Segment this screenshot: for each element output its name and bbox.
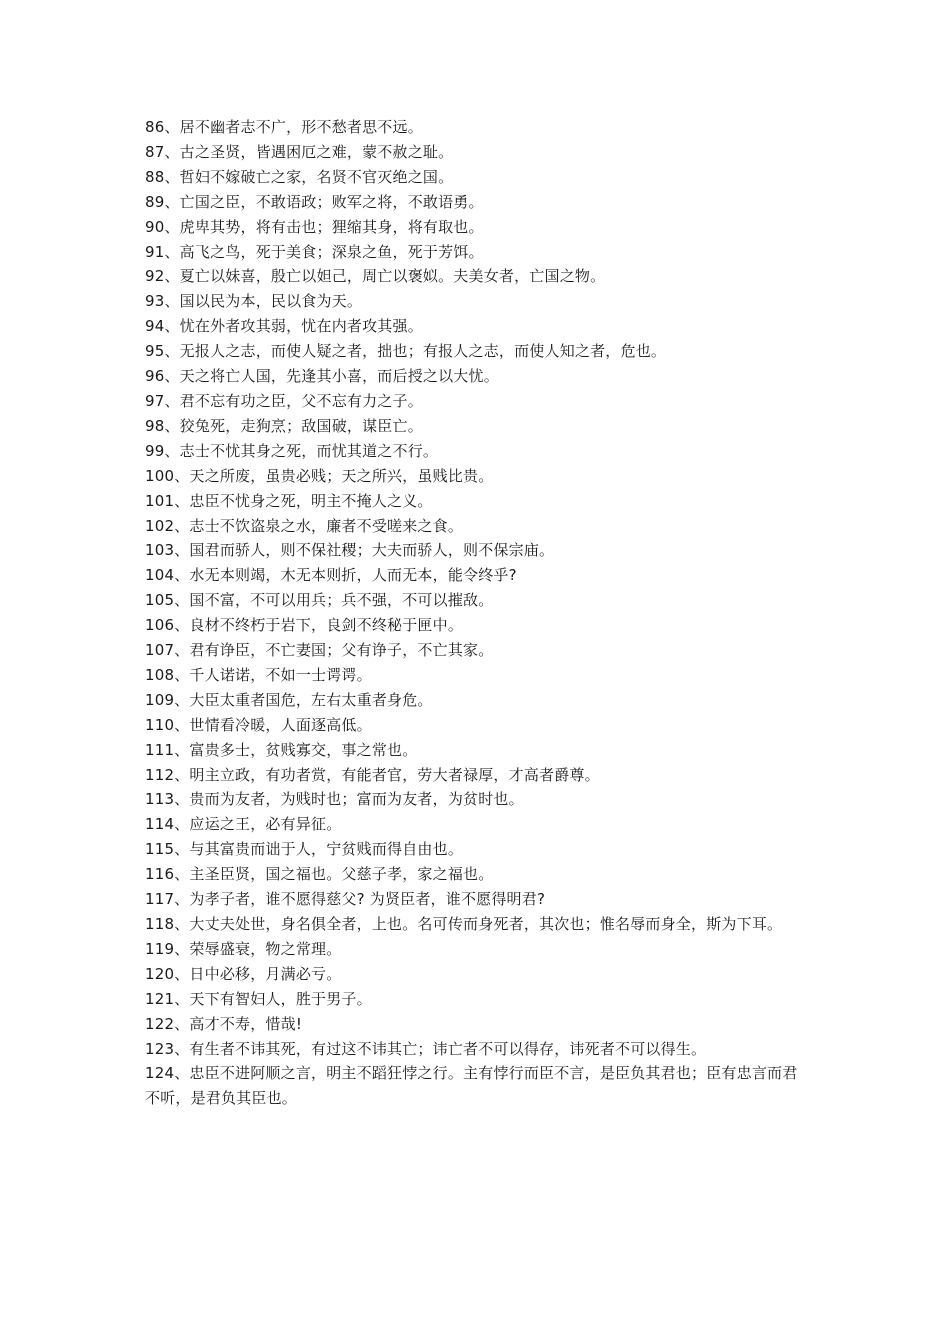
quote-line: 107、君有诤臣，不亡妻国；父有诤子，不亡其家。 — [145, 641, 494, 660]
quote-line: 114、应运之王，必有异征。 — [145, 815, 342, 834]
quote-line: 93、国以民为本，民以食为天。 — [145, 292, 363, 311]
quote-line: 109、大臣太重者国危，左右太重者身危。 — [145, 690, 433, 709]
quote-line: 112、明主立政，有功者赏，有能者官，劳大者禄厚，才高者爵尊。 — [145, 765, 600, 784]
quote-line: 113、贵而为友者，为贱时也；富而为友者，为贫时也。 — [145, 790, 524, 809]
quote-line: 122、高才不寿，惜哉! — [145, 1014, 303, 1033]
quote-line: 111、富贵多士，贫贱寡交，事之常也。 — [145, 740, 418, 759]
quote-line: 121、天下有智妇人，胜于男子。 — [145, 989, 372, 1008]
quote-line: 120、日中必移，月满必亏。 — [145, 964, 342, 983]
quote-line: 96、天之将亡人国，先逢其小喜，而后授之以大忧。 — [145, 367, 499, 386]
quote-line: 116、主圣臣贤，国之福也。父慈子孝，家之福也。 — [145, 865, 494, 884]
quote-line: 98、狡兔死，走狗烹；敌国破，谋臣亡。 — [145, 416, 423, 435]
quote-line: 110、世情看冷暖，人面逐高低。 — [145, 715, 372, 734]
quote-line: 118、大丈夫处世，身名俱全者，上也。名可传而身死者，其次也；惟名辱而身全，斯为下耳。 — [145, 915, 783, 933]
quote-line: 92、夏亡以妹喜，殷亡以妲己，周亡以褒姒。夫美女者，亡国之物。 — [145, 267, 606, 286]
quote-line: 106、良材不终朽于岩下，良剑不终秘于匣中。 — [145, 616, 464, 635]
quote-line: 97、君不忘有功之臣，父不忘有力之子。 — [145, 391, 423, 410]
quote-line: 105、国不富，不可以用兵；兵不强，不可以摧敌。 — [145, 591, 494, 610]
quote-line: 94、忧在外者攻其弱，忧在内者攻其强。 — [145, 317, 423, 336]
quote-line: 90、虎卑其势，将有击也；狸缩其身，将有取也。 — [145, 217, 484, 236]
quote-line: 115、与其富贵而诎于人，宁贫贱而得自由也。 — [145, 840, 464, 859]
quote-list — [145, 115, 810, 1111]
quote-line: 100、天之所废，虽贵必贱；天之所兴，虽贱比贵。 — [145, 466, 494, 485]
quote-line: 91、高飞之鸟，死于美食；深泉之鱼，死于芳饵。 — [145, 242, 484, 261]
quote-line: 95、无报人之志，而使人疑之者，拙也；有报人之志，而使人知之者，危也。 — [145, 342, 667, 361]
quote-line: 124、忠臣不进阿顺之言，明主不蹈狂悖之行。主有悖行而臣不言，是臣负其君也；臣有忠言而君不听，是君负其臣也。 — [145, 1064, 798, 1108]
quote-line: 89、亡国之臣，不敢语政；败军之将，不敢语勇。 — [145, 192, 484, 211]
quote-line: 119、荣辱盛衰，物之常理。 — [145, 939, 342, 958]
quote-line: 88、哲妇不嫁破亡之家，名贤不官灭绝之国。 — [145, 167, 454, 186]
quote-line: 99、志士不忧其身之死，而忧其道之不行。 — [145, 441, 439, 460]
quote-line: 123、有生者不讳其死，有过这不讳其亡；讳亡者不可以得存，讳死者不可以得生。 — [145, 1039, 707, 1058]
quote-line: 87、古之圣贤，皆遇困厄之难，蒙不赦之耻。 — [145, 142, 454, 161]
quote-line: 86、居不幽者志不广，形不愁者思不远。 — [145, 118, 423, 136]
quote-line: 102、志士不饮盗泉之水，廉者不受嗟来之食。 — [145, 516, 464, 535]
quote-line: 103、国君而骄人，则不保社稷；大夫而骄人，则不保宗庙。 — [145, 541, 555, 560]
quote-line: 104、水无本则竭，木无本则折，人而无本，能令终乎? — [145, 566, 517, 585]
quote-line: 101、忠臣不忧身之死，明主不掩人之义。 — [145, 491, 433, 510]
quote-line: 117、为孝子者，谁不愿得慈父? 为贤臣者，谁不愿得明君? — [145, 890, 546, 909]
quote-line: 108、千人诺诺，不如一士谔谔。 — [145, 665, 372, 684]
